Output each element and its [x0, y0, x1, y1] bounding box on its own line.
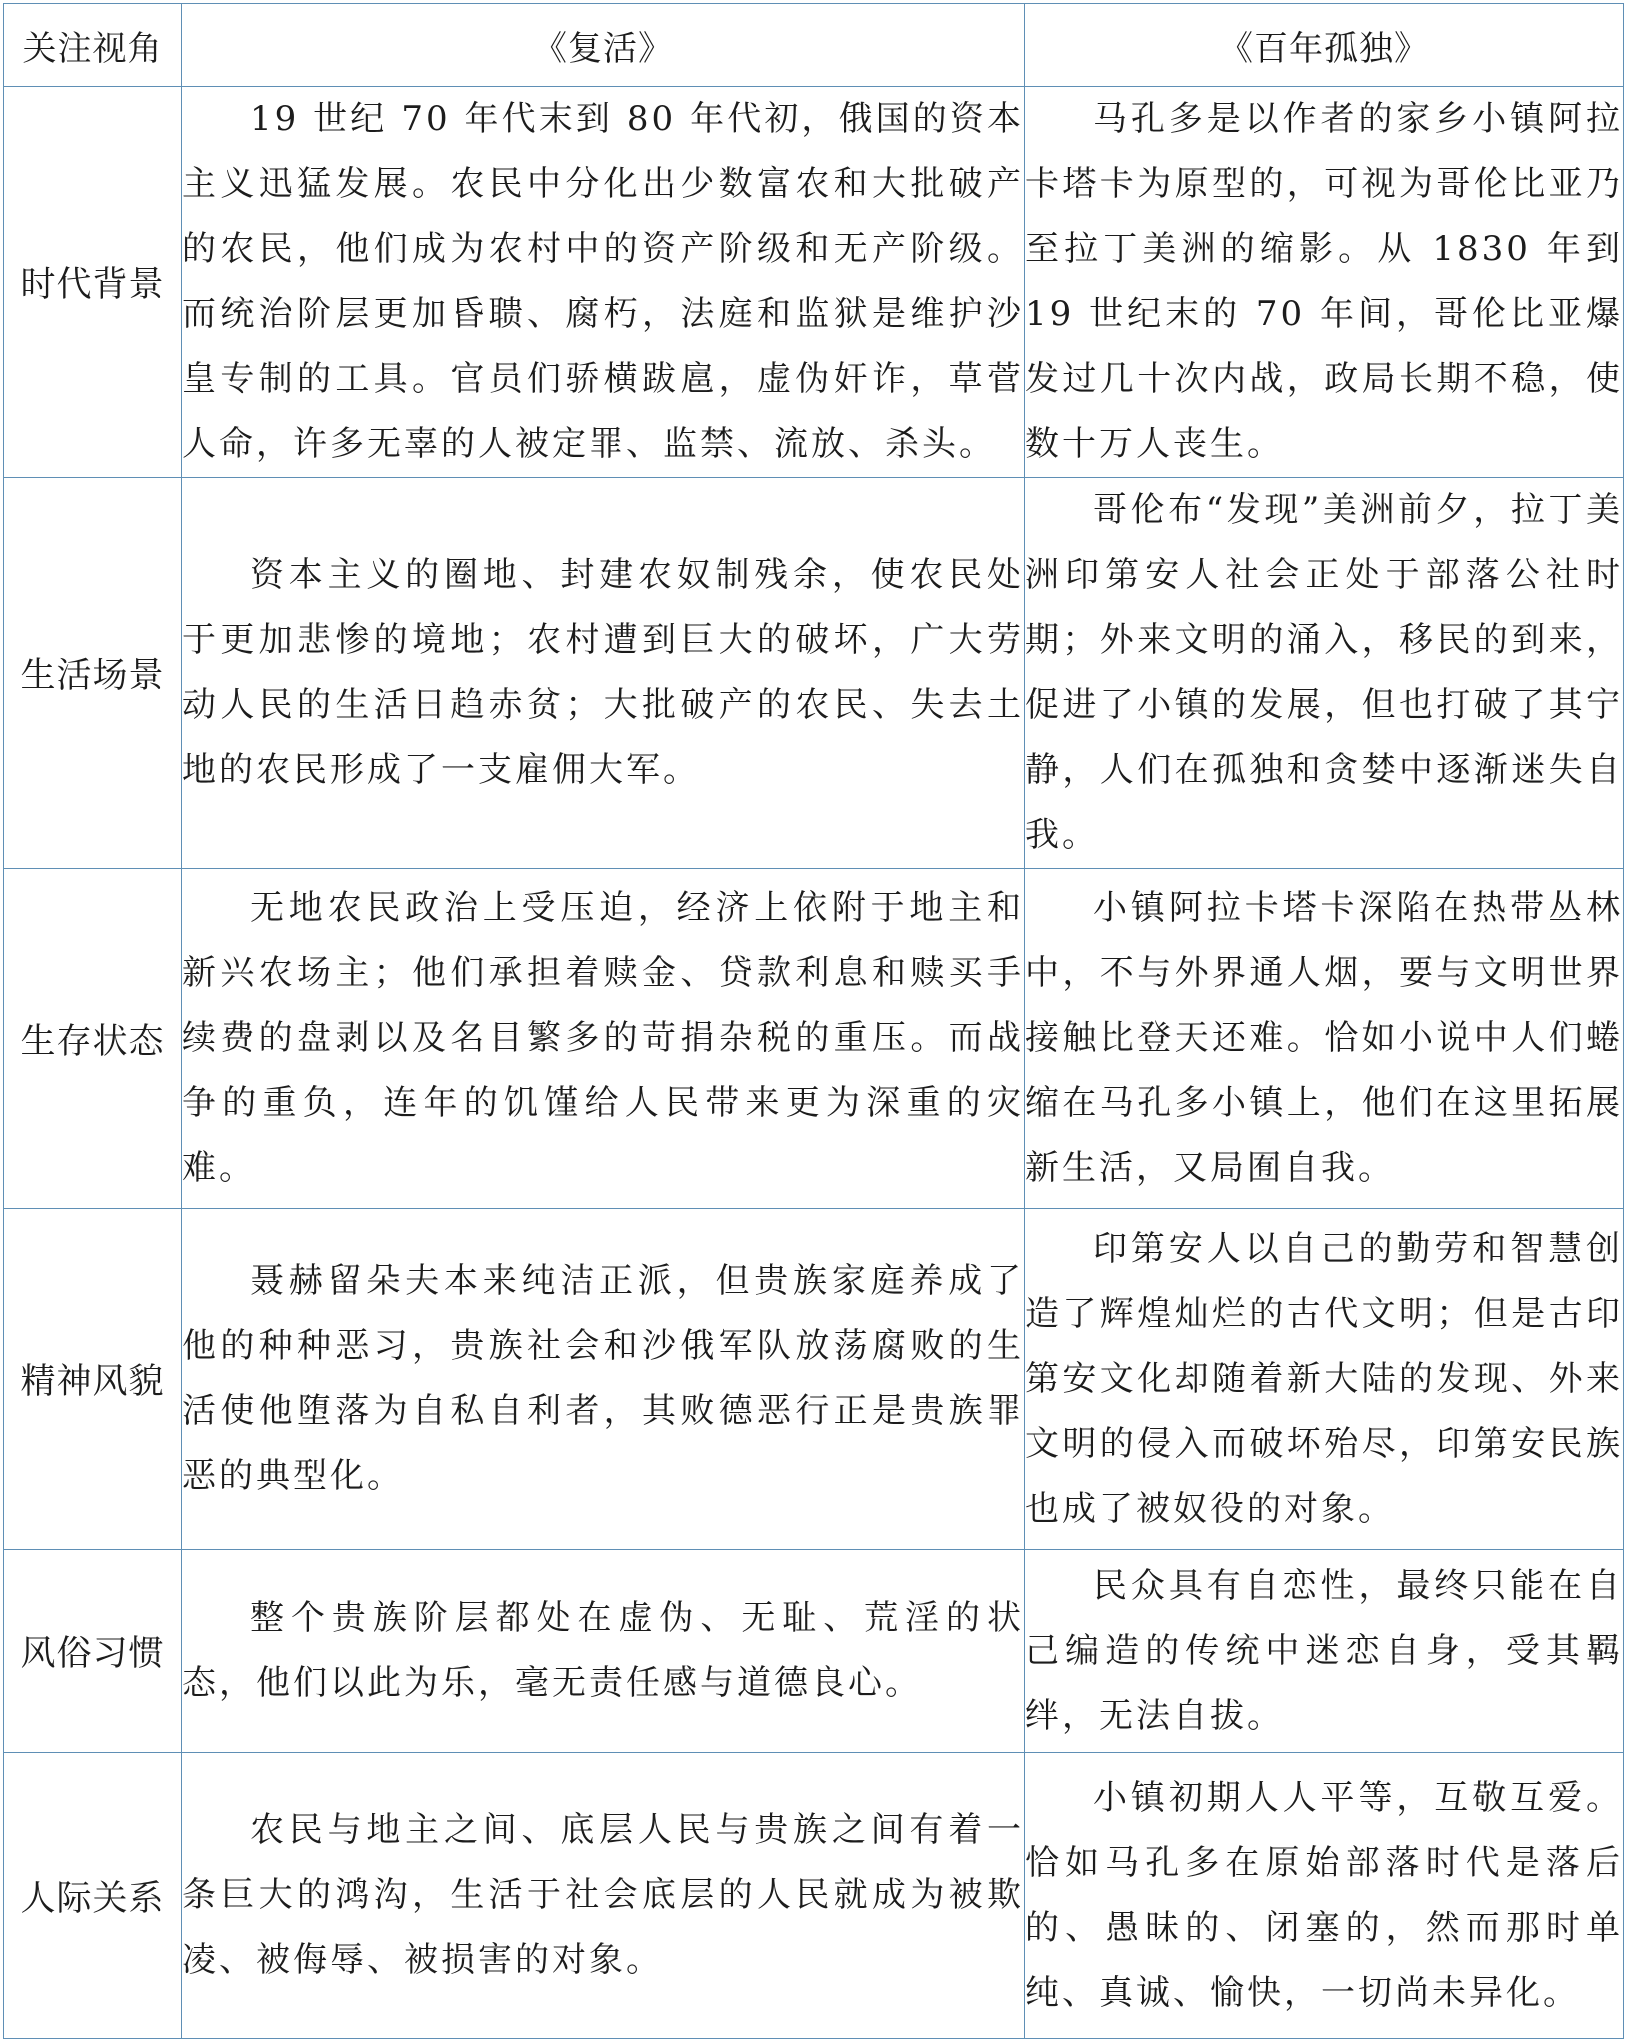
header-aspect: 关注视角 — [4, 4, 182, 87]
row-book1-text: 聂赫留朵夫本来纯洁正派，但贵族家庭养成了他的种种恶习，贵族社会和沙俄军队放荡腐败的生活使他堕落为自私自利者，其败德恶行正是贵族罪恶的典型化。 — [182, 1209, 1025, 1550]
table-row — [4, 1753, 1624, 2039]
comparison-table — [3, 3, 1624, 2039]
row-book2-text: 印第安人以自己的勤劳和智慧创造了辉煌灿烂的古代文明；但是古印第安文化却随着新大陆的发现、外来文明的侵入而破坏殆尽，印第安民族也成了被奴役的对象。 — [1025, 1209, 1624, 1550]
table-row — [4, 478, 1624, 869]
table-row — [4, 1550, 1624, 1753]
row-book1-text: 19 世纪 70 年代末到 80 年代初，俄国的资本主义迅猛发展。农民中分化出少数富农和大批破产的农民，他们成为农村中的资产阶级和无产阶级。而统治阶层更加昏聩、腐朽，法庭和监狱是维护沙皇专制的工具。官员们骄横跋扈，虚伪奸诈，草菅人命，许多无辜的人被定罪、监禁、流放、杀头。 — [182, 87, 1025, 478]
row-book2-text: 哥伦布“发现”美洲前夕，拉丁美洲印第安人社会正处于部落公社时期；外来文明的涌入，移民的到来，促进了小镇的发展，但也打破了其宁静，人们在孤独和贪婪中逐渐迷失自我。 — [1025, 478, 1624, 869]
row-book2-text: 马孔多是以作者的家乡小镇阿拉卡塔卡为原型的，可视为哥伦比亚乃至拉丁美洲的缩影。从 1830 年到 19 世纪末的 70 年间，哥伦比亚爆发过几十次内战，政局长期不稳，使数十万人丧生。 — [1025, 87, 1624, 478]
row-book2-text: 民众具有自恋性，最终只能在自己编造的传统中迷恋自身，受其羁绊，无法自拔。 — [1025, 1550, 1624, 1753]
row-book1-text: 农民与地主之间、底层人民与贵族之间有着一条巨大的鸿沟，生活于社会底层的人民就成为被欺凌、被侮辱、被损害的对象。 — [182, 1753, 1025, 2039]
row-book1-text: 资本主义的圈地、封建农奴制残余，使农民处于更加悲惨的境地；农村遭到巨大的破坏，广大劳动人民的生活日趋赤贫；大批破产的农民、失去土地的农民形成了一支雇佣大军。 — [182, 478, 1025, 869]
row-book2-text: 小镇阿拉卡塔卡深陷在热带丛林中，不与外界通人烟，要与文明世界接触比登天还难。恰如小说中人们蜷缩在马孔多小镇上，他们在这里拓展新生活，又局囿自我。 — [1025, 869, 1624, 1209]
row-book2-text: 小镇初期人人平等，互敬互爱。恰如马孔多在原始部落时代是落后的、愚昧的、闭塞的，然而那时单纯、真诚、愉快，一切尚未异化。 — [1025, 1753, 1624, 2039]
row-book1-text: 整个贵族阶层都处在虚伪、无耻、荒淫的状态，他们以此为乐，毫无责任感与道德良心。 — [182, 1550, 1025, 1753]
table-header-row — [4, 4, 1624, 87]
table-row — [4, 87, 1624, 478]
row-aspect: 风俗习惯 — [4, 1550, 182, 1753]
row-aspect: 精神风貌 — [4, 1209, 182, 1550]
row-aspect: 人际关系 — [4, 1753, 182, 2039]
row-book1-text: 无地农民政治上受压迫，经济上依附于地主和新兴农场主；他们承担着赎金、贷款利息和赎买手续费的盘剥以及名目繁多的苛捐杂税的重压。而战争的重负，连年的饥馑给人民带来更为深重的灾难。 — [182, 869, 1025, 1209]
row-aspect: 生存状态 — [4, 869, 182, 1209]
table-row — [4, 1209, 1624, 1550]
header-book1: 《复活》 — [182, 4, 1025, 87]
table-row — [4, 869, 1624, 1209]
header-book2: 《百年孤独》 — [1025, 4, 1624, 87]
row-aspect: 生活场景 — [4, 478, 182, 869]
row-aspect: 时代背景 — [4, 87, 182, 478]
